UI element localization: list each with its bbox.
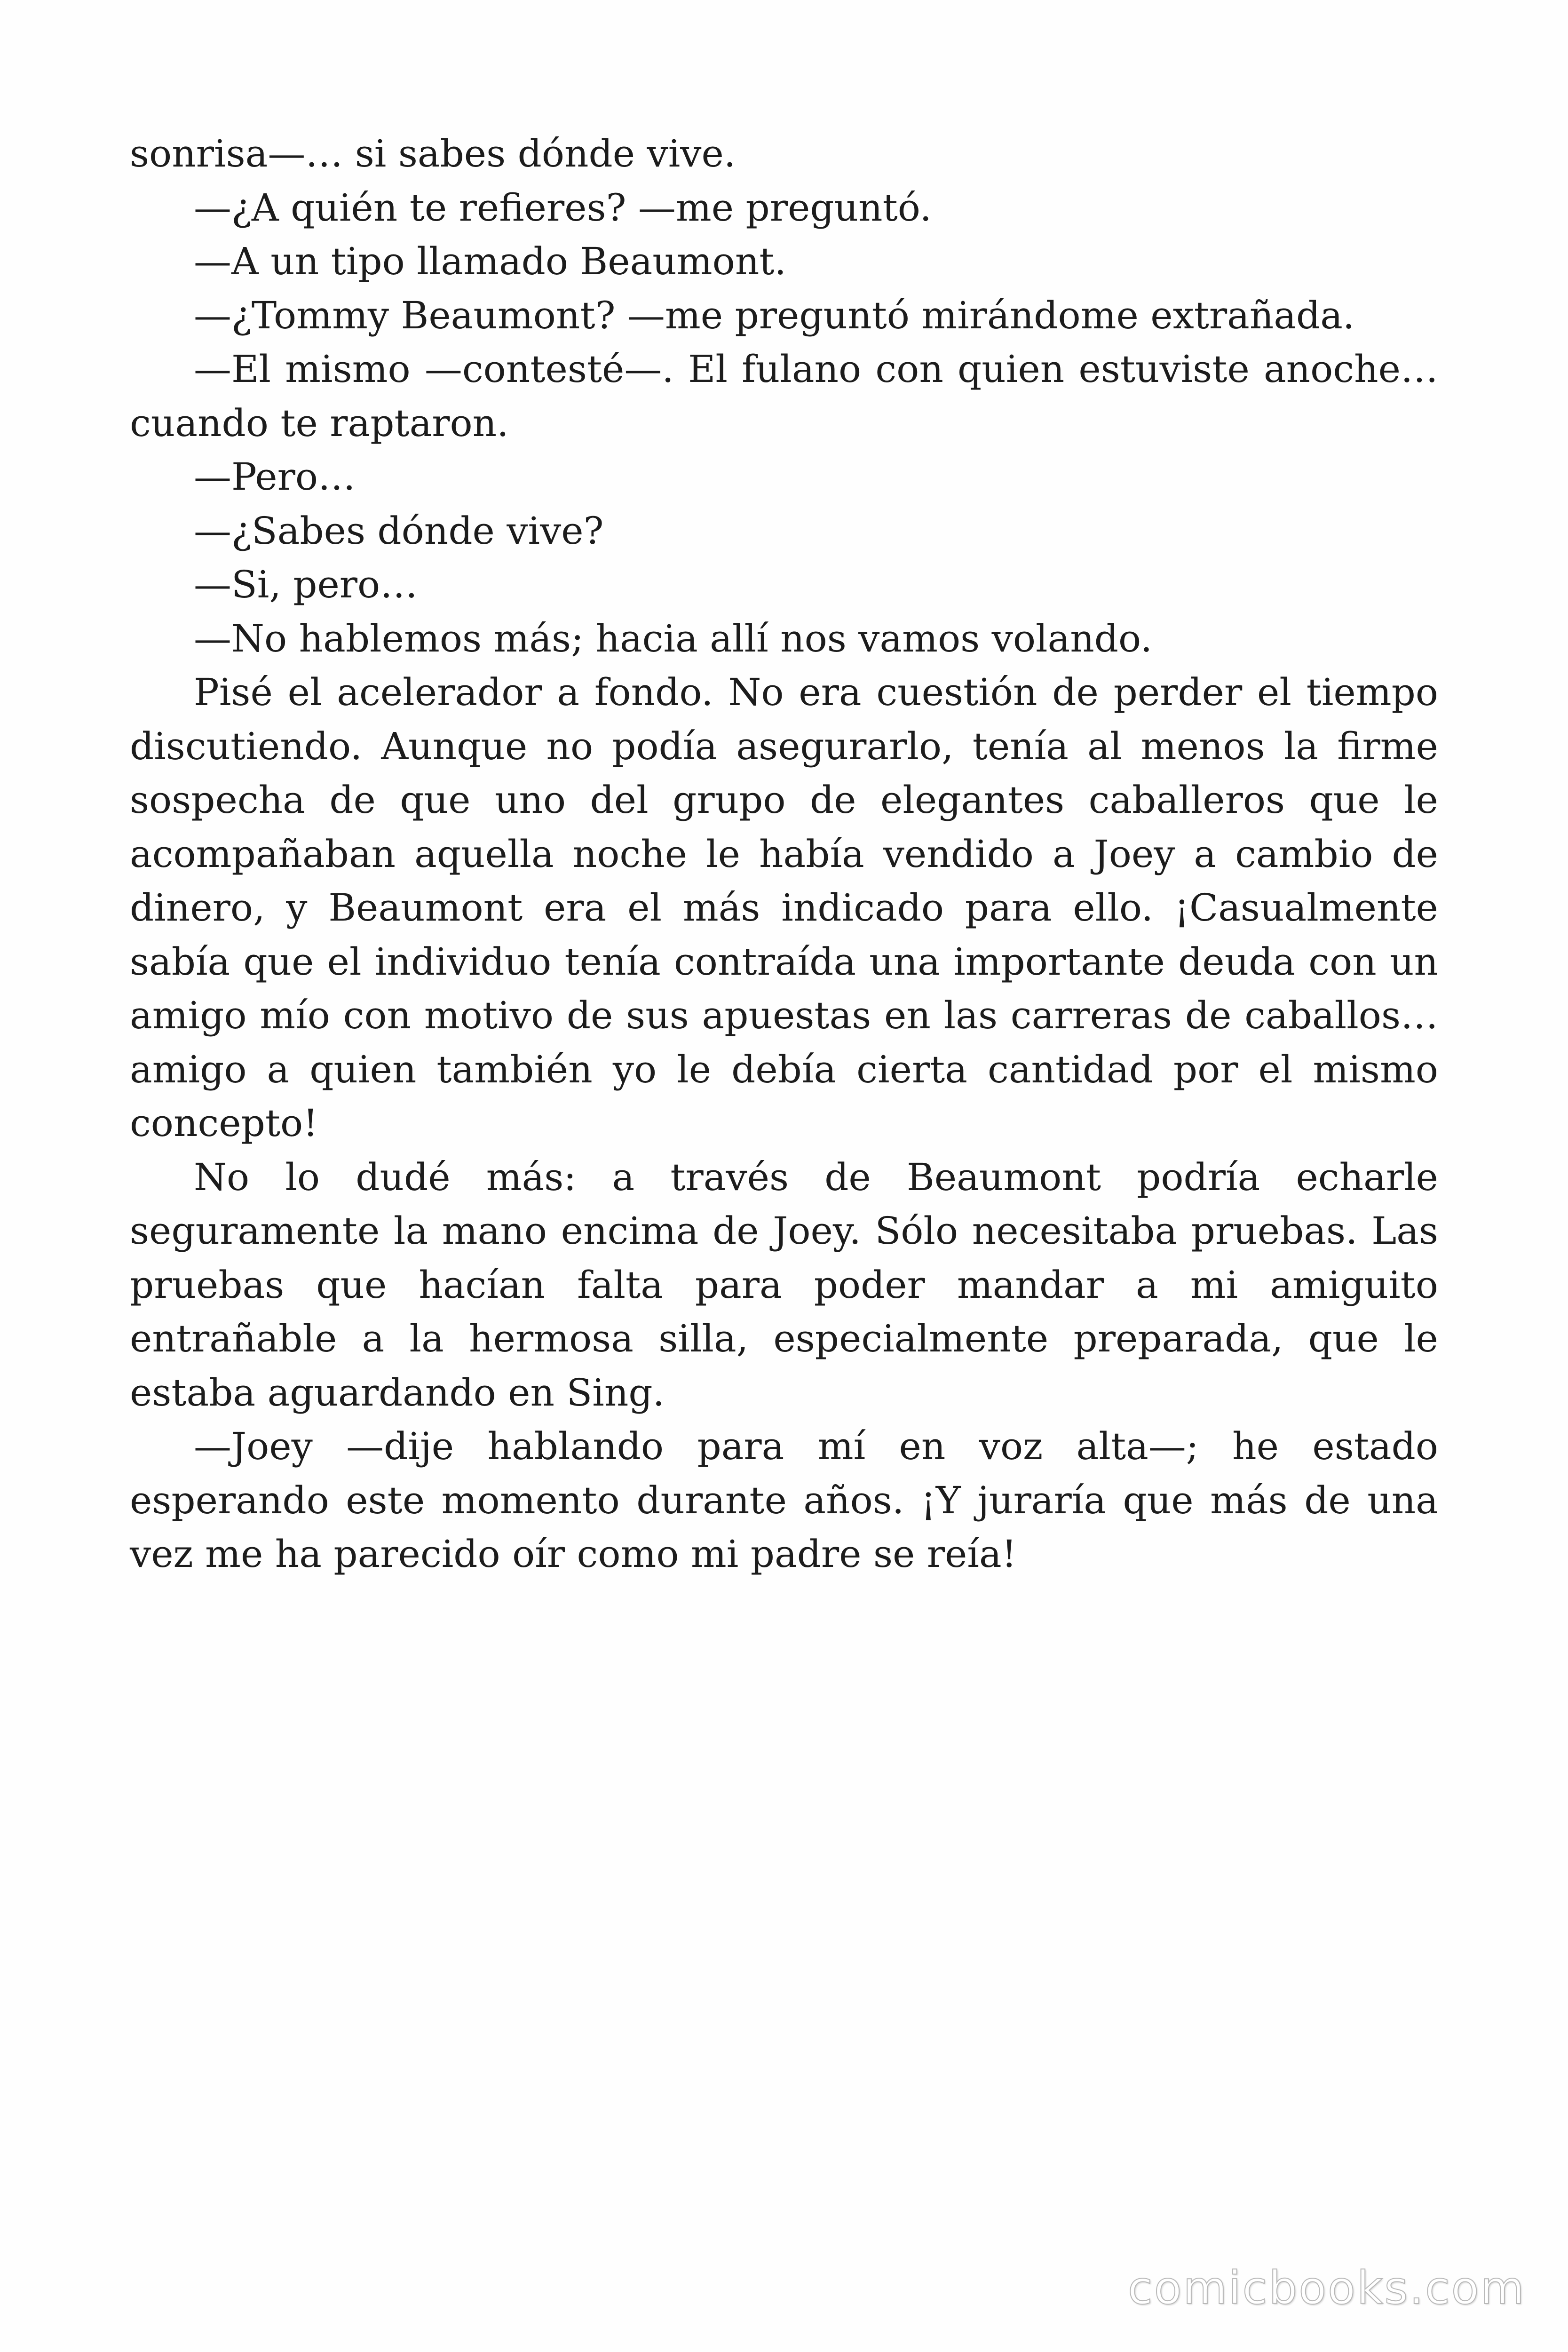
watermark: comicbooks.com [1127, 2262, 1526, 2314]
paragraph: —El mismo —contesté—. El fulano con quien estuviste anoche… cuando te raptaron. [130, 347, 1438, 445]
paragraph: —Si, pero… [194, 563, 418, 606]
paragraph: Pisé el acelerador a fondo. No era cuestión de perder el tiempo discutiendo. Aunque no podía asegurarlo, tenía al menos la firme sospecha de que uno del grupo de elegantes caballeros que le acompañaban aquella noche le había vendido a Joey a cambio de dinero, y Beaumont era el más indicado para ello. ¡Casualmente sabía que el individuo tenía contraída una importante deuda con un amigo mío con motivo de sus apuestas en las carreras de caballos… amigo a quien también yo le debía cierta cantidad por el mismo concepto! [130, 670, 1438, 1145]
page-body-text [130, 127, 1438, 1581]
paragraph: —Joey —dije hablando para mí en voz alta—; he estado esperando este momento durante años. ¡Y juraría que más de una vez me ha parecido oír como mi padre se reía! [130, 1424, 1438, 1576]
paragraph: sonrisa—… si sabes dónde vive. [130, 132, 736, 175]
paragraph: —¿Sabes dónde vive? [194, 509, 604, 553]
paragraph: —No hablemos más; hacia allí nos vamos volando. [194, 616, 1153, 660]
paragraph: —¿A quién te refieres? —me preguntó. [194, 185, 932, 230]
paragraph: —A un tipo llamado Beaumont. [194, 239, 786, 283]
paragraph: —Pero… [194, 455, 356, 499]
paragraph: No lo dudé más: a través de Beaumont podría echarle seguramente la mano encima de Joey. Sólo necesitaba pruebas. Las pruebas que hacían falta para poder mandar a mi amiguito entrañable a la hermosa silla, especialmente preparada, que le estaba aguardando en Sing. [130, 1155, 1438, 1414]
paragraph: —¿Tommy Beaumont? —me preguntó mirándome extrañada. [194, 293, 1355, 337]
